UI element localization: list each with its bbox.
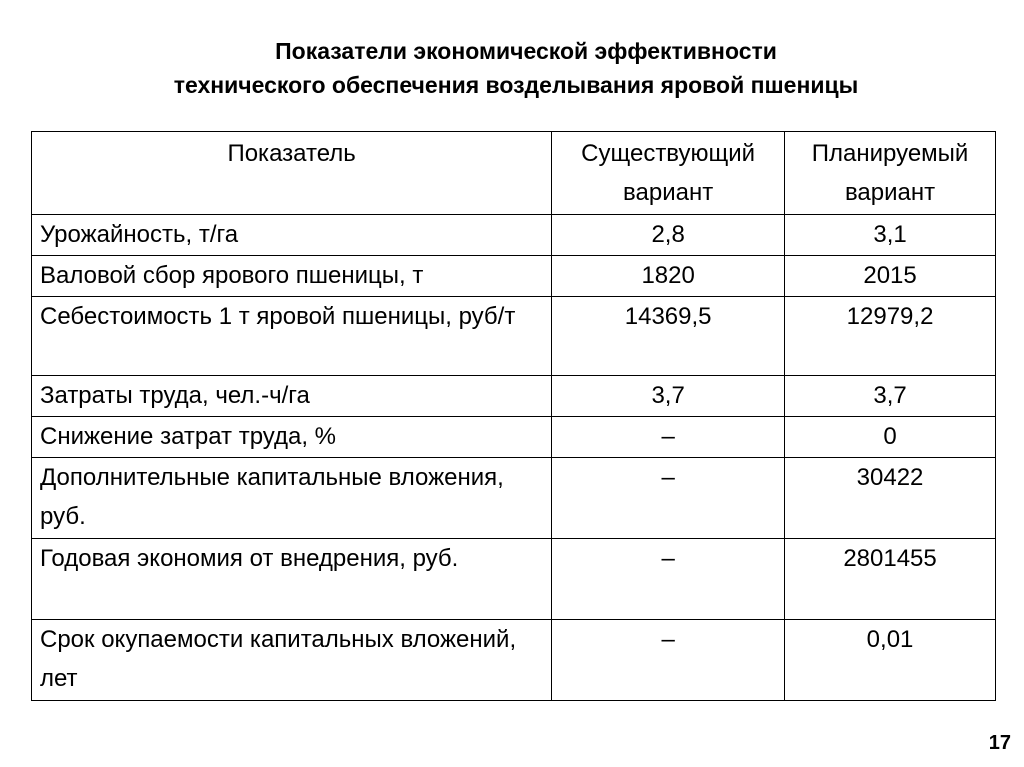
row-label: Урожайность, т/га	[32, 215, 552, 256]
row-planned-value: 12979,2	[785, 297, 996, 376]
row-planned-value: 2801455	[785, 539, 996, 620]
table-row	[32, 297, 996, 376]
slide-title	[0, 34, 1024, 102]
header-planned-line-2: вариант	[844, 179, 936, 206]
header-indicator-label: Показатель	[227, 140, 356, 167]
row-label: Снижение затрат труда, %	[32, 417, 552, 458]
header-existing-line-2: вариант	[623, 179, 714, 206]
row-planned-value: 3,7	[785, 376, 996, 417]
row-label: Валовой сбор ярового пшеницы, т	[32, 256, 552, 297]
table-row	[32, 256, 996, 297]
table-row	[32, 417, 996, 458]
row-planned-value: 2015	[785, 256, 996, 297]
indicators-table	[31, 131, 996, 701]
title-line-1: Показатели экономической эффективности	[275, 38, 777, 64]
table-row	[32, 539, 996, 620]
table-row	[32, 215, 996, 256]
title-line-2: технического обеспечения возделывания яровой пшеницы	[173, 72, 859, 98]
row-existing-value: 3,7	[552, 376, 785, 417]
page-number: 17	[988, 732, 1011, 754]
row-existing-value: 2,8	[552, 215, 785, 256]
header-planned	[785, 132, 996, 215]
header-indicator	[32, 132, 552, 215]
row-planned-value: 3,1	[785, 215, 996, 256]
row-existing-value: 1820	[552, 256, 785, 297]
table-header-row	[32, 132, 996, 215]
row-label: Годовая экономия от внедрения, руб.	[32, 539, 552, 620]
header-planned-line-1: Планируемый	[811, 140, 969, 167]
row-label: Затраты труда, чел.-ч/га	[32, 376, 552, 417]
row-existing-value: –	[552, 620, 785, 701]
row-planned-value: 0	[785, 417, 996, 458]
row-label: Дополнительные капитальные вложения, руб.	[32, 458, 552, 539]
header-existing	[552, 132, 785, 215]
table-row	[32, 458, 996, 539]
row-planned-value: 30422	[785, 458, 996, 539]
row-planned-value: 0,01	[785, 620, 996, 701]
header-existing-line-1: Существующий	[581, 140, 756, 167]
table-row	[32, 376, 996, 417]
row-label: Себестоимость 1 т яровой пшеницы, руб/т	[32, 297, 552, 376]
table-row	[32, 620, 996, 701]
row-existing-value: 14369,5	[552, 297, 785, 376]
row-existing-value: –	[552, 458, 785, 539]
row-existing-value: –	[552, 539, 785, 620]
row-label: Срок окупаемости капитальных вложений, лет	[32, 620, 552, 701]
row-existing-value: –	[552, 417, 785, 458]
